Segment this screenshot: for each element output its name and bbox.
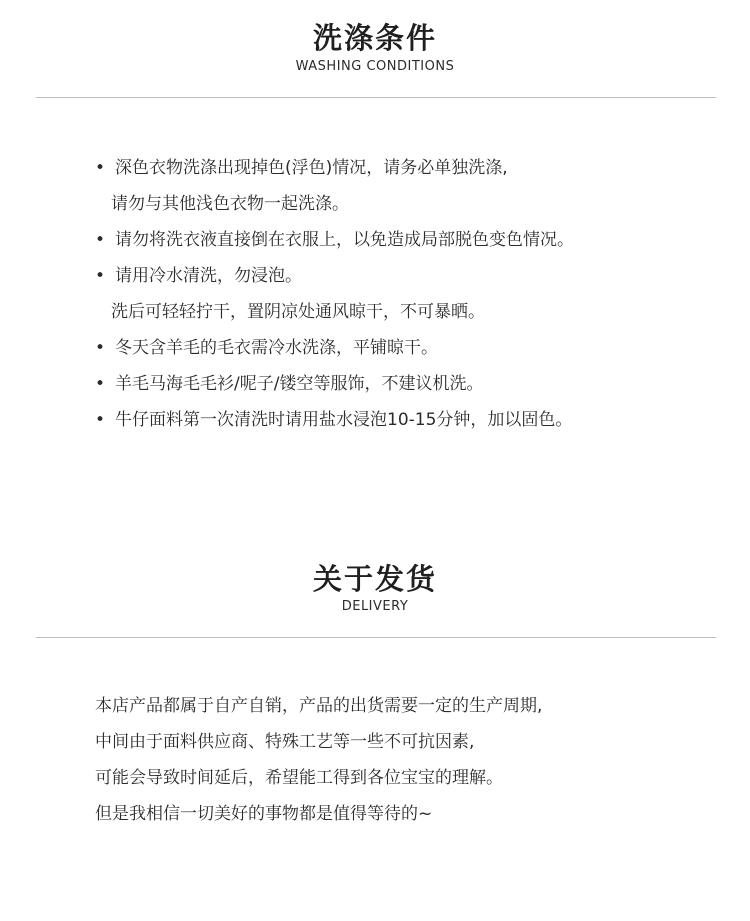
washing-divider xyxy=(36,97,716,98)
bullet: • xyxy=(95,266,106,286)
delivery-divider xyxy=(36,637,716,638)
bullet: • xyxy=(95,158,106,178)
list-item-text: 请用冷水清洗，勿浸泡。 xyxy=(115,266,302,286)
list-item xyxy=(95,258,574,294)
delivery-subtitle: DELIVERY xyxy=(341,599,409,614)
list-item-text: 冬天含羊毛的毛衣需冷水洗涤，平铺晾干。 xyxy=(115,338,438,358)
list-item-text: 请勿与其他浅色衣物一起洗涤。 xyxy=(111,194,349,214)
list-item-text: 牛仔面料第一次清洗时请用盐水浸泡10-15分钟，加以固色。 xyxy=(115,410,573,430)
list-item-continuation xyxy=(95,294,574,330)
delivery-line: 可能会导致时间延后，希望能工得到各位宝宝的理解。 xyxy=(95,768,503,788)
washing-subtitle: WASHING CONDITIONS xyxy=(295,59,455,74)
list-item-text: 深色衣物洗涤出现掉色(浮色)情况，请务必单独洗涤, xyxy=(115,158,508,178)
list-item xyxy=(95,402,574,438)
delivery-title: 关于发货 xyxy=(312,562,437,596)
delivery-paragraph xyxy=(95,688,542,832)
delivery-line: 但是我相信一切美好的事物都是值得等待的~ xyxy=(95,804,433,824)
bullet: • xyxy=(95,338,106,358)
list-item xyxy=(95,366,574,402)
list-item-text: 羊毛马海毛毛衫/呢子/镂空等服饰，不建议机洗。 xyxy=(115,374,484,394)
bullet: • xyxy=(95,410,106,430)
list-item-text: 洗后可轻轻拧干，置阴凉处通风晾干，不可暴晒。 xyxy=(111,302,485,322)
list-item-continuation xyxy=(95,186,574,222)
bullet: • xyxy=(95,230,106,250)
bullet: • xyxy=(95,374,106,394)
list-item xyxy=(95,150,574,186)
list-item-text: 请勿将洗衣液直接倒在衣服上，以免造成局部脱色变色情况。 xyxy=(115,230,574,250)
list-item xyxy=(95,330,574,366)
delivery-line: 本店产品都属于自产自销，产品的出货需要一定的生产周期, xyxy=(95,696,543,716)
washing-title: 洗涤条件 xyxy=(312,21,437,55)
delivery-line: 中间由于面料供应商、特殊工艺等一些不可抗因素, xyxy=(95,732,475,752)
washing-instructions-list xyxy=(95,150,574,438)
list-item xyxy=(95,222,574,258)
